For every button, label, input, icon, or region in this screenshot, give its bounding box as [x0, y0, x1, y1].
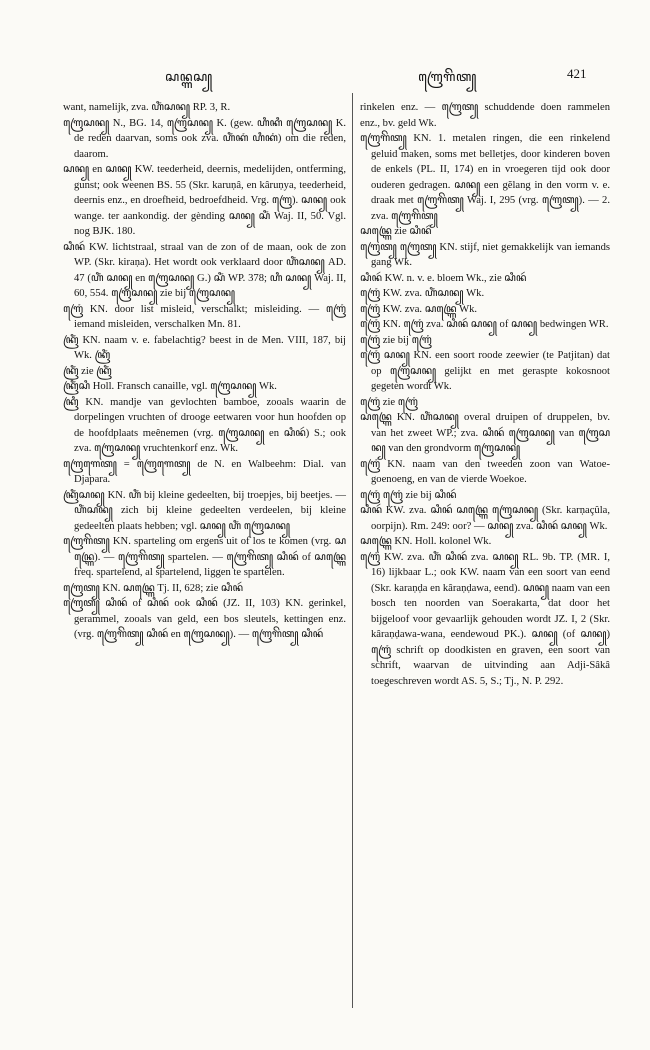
dictionary-entry: ꦱꦶꦤꦂ KW. n. v. e. bloem Wk., zie ꦱꦶꦤꦂ	[360, 272, 527, 284]
dictionary-entry: ꦒꦿꦺꦁ zie ꦒꦿꦺꦁ	[360, 396, 418, 408]
dictionary-entry: ꦏꦿꦶꦁꦱꦤ꧀ KN. ꦲꦶꦁ bij kleine gedeelten, bij troepjes, bij beetjes. — ꦲꦶꦁꦱꦤ꧀ zich bij kleine gedeelten verdeelen, bij kleine gedeelten plaats hebben; vgl. ꦱꦤ꧀ ꦲꦶꦁ ꦒꦿꦺꦱꦤ꧀	[63, 489, 346, 532]
entry-continuation: want, namelijk, zva. ꦲꦶꦁꦱꦤ꧀ RP. 3, R.	[63, 102, 231, 113]
left-column	[63, 100, 346, 643]
dictionary-entry: ꦒꦿꦺꦁ KW. zva. ꦱꦤ꧀ꦒꦿꦺ Wk.	[360, 303, 478, 315]
dictionary-entry: ꦱꦶꦤꦂ KW. zva. ꦱꦶꦤꦂ ꦱꦤ꧀ꦒꦿꦺ ꦒꦿꦺꦱꦤ꧀ (Skr. karṇaçûla, oorpijn). Rm. 249: oor? — ꦱꦤ꧀ zva. ꦱꦶꦤꦂ ꦱꦤ꧀ Wk.	[360, 505, 610, 532]
dictionary-entry: ꦒꦿꦺꦁ KW. zva. ꦲꦶꦁ ꦱꦶꦤꦂ zva. ꦱꦤ꧀ RL. 9b. TP. (MR. I, 16) lijkbaar L.; ook KW. naam van een soort van eend (Skr. karaṇḍa en kâraṇḍawa, eend). ꦱꦤ꧀ naam van een bosch ten noorden van Soerakarta, dat door het bijgeloof voor gevaarlijk gehouden wordt JZ. I, 2 (Skr. kâraṇḍawa-wana, eendewoud PK.). ꦱꦤ꧀ (of ꦱꦤ꧀) ꦒꦿꦺꦁ schrift op doodkisten en graven, een soort van schrift, waarvan de uitvinding aan Adji-Sâkâ toegeschreven wordt AS. 5, S.; Tj., N. P. 292.	[360, 551, 610, 687]
dictionary-entry: ꦒꦿꦺꦁ ꦒꦿꦺꦁ zie bij ꦱꦶꦤꦂ	[360, 489, 457, 501]
dictionary-entry: ꦒꦿꦺꦁ KN. door list misleid, verschalkt; misleiding. — ꦒꦿꦺꦁ iemand misleiden, verschalken Mn. 81.	[63, 303, 346, 330]
dictionary-entry: ꦒꦿꦺꦒꦼꦠ꧀ KN. sparteling om ergens uit of los te komen (vrg. ꦱꦤ꧀ꦒꦿꦺ). — ꦒꦿꦺꦒꦼꦠ꧀ spartelen. — ꦒꦿꦺꦒꦼꦠ꧀ ꦱꦶꦤꦂ of ꦱꦤ꧀ꦒꦿꦺ freq. spartelend, al spartelend, liggen te spartelen.	[63, 536, 346, 578]
dictionary-entry: ꦒꦿꦺꦁ zie bij ꦒꦿꦺꦁ	[360, 334, 432, 346]
dictionary-entry: ꦒꦿꦺꦱꦤ꧀ N., BG. 14, ꦒꦿꦺꦱꦤ꧀ K. (gew. ꦲꦶꦏꦶ ꦒꦿꦺꦱꦤ꧀ K. de reden daarvan, soms ook zva. ꦲꦶꦁꦏꦁ ꦲꦶꦏꦁ) om die reden, daarom.	[63, 117, 346, 160]
dictionary-entry: ꦒꦿꦺꦠ꧀ KN. ꦱꦤ꧀ꦒꦿꦺ Tj. II, 628; zie ꦱꦶꦤꦂ	[63, 582, 243, 594]
dictionary-entry: ꦱꦤ꧀ en ꦱꦤ꧀ KW. teederheid, deernis, medelijden, ontferming, gunst; ook weenen BS. 55 (Skr. karuṇâ, en kâruṇya, teederheid, deernis enz., en droefheid, bedroefdheid. Vrg. ꦒꦿꦺ). ꦱꦤ꧀ ook wange. ter aankondig. der gènding ꦱꦤ꧀ ꦱꦶꦁ Waj. II, 50. Vgl. nog BJK. 180.	[63, 164, 346, 237]
dictionary-entry: ꦒꦿꦺꦁ KN. naam van den tweeden zoon van Watoe-goenoeng, en van de vierde Woekoe.	[360, 458, 610, 485]
dictionary-entry: ꦱꦤ꧀ꦒꦿꦺ zie ꦱꦶꦤꦂ	[360, 226, 432, 237]
dictionary-entry: ꦒꦿꦺꦁ KN. ꦒꦿꦺꦁ zva. ꦱꦶꦤꦂ ꦱꦤ꧀ of ꦱꦤ꧀ bedwingen WR.	[360, 319, 609, 330]
dictionary-entry: ꦏꦿꦶꦁ KN. naam v. e. fabelachtig? beest in de Men. VIII, 187, bij Wk. ꦏꦿꦶꦁ	[63, 334, 346, 361]
dictionary-entry: ꦱꦶꦤꦂ KW. lichtstraal, straal van de zon of de maan, ook de zon WP. (Skr. kiraṇa). Het wordt ook verklaard door ꦲꦶꦁꦱꦤ꧀ AD. 47 (ꦲꦶꦁ ꦱꦤ꧀ en ꦒꦿꦺꦱꦤ꧀ G.) ꦱꦶꦁ WP. 378; ꦲꦶ ꦱꦤ꧀ Waj. II, 60, 554. ꦒꦿꦺꦱꦤ꧀ zie bij ꦒꦿꦺꦱꦤ꧀	[63, 241, 346, 299]
dictionary-entry: ꦒꦿꦺꦁ ꦱꦤ꧀ KN. een soort roode zeewier (te Patjitan) dat op ꦒꦿꦺꦱꦤ꧀ gelijkt en met geraspte kokosnoot gegeten wordt Wk.	[360, 350, 610, 392]
running-title-left: ꦱꦤ꧀ꦒꦱ꧀	[165, 70, 213, 85]
entry-continuation: rinkelen enz. — ꦒꦿꦺꦠ꧀ schuddende doen rammelen enz., bv. geld Wk.	[360, 102, 610, 129]
dictionary-entry: ꦒꦿꦺꦠ꧀ ꦒꦿꦺꦠ꧀ KN. stijf, niet gemakkelijk van iemands gang Wk.	[360, 241, 610, 268]
dictionary-entry: ꦏꦿꦶꦁ zie ꦏꦿꦶꦁ	[63, 365, 112, 377]
right-column	[360, 100, 610, 689]
column-divider	[352, 93, 353, 1008]
dictionary-entry: ꦒꦿꦺꦠ꧀ ꦱꦶꦤꦂ of ꦱꦶꦤꦂ ook ꦱꦶꦤꦂ (JZ. II, 103) KN. gerinkel, gerammel, zooals van geld, een bos sleutels, kettingen enz. (vrg. ꦒꦿꦺꦒꦼꦠ꧀ ꦱꦶꦤꦂ en ꦒꦿꦺꦱꦤ꧀). — ꦒꦿꦺꦒꦼꦠ꧀ ꦱꦶꦤꦂ	[63, 598, 346, 640]
dictionary-entry: ꦏꦿꦶ KN. mandje van gevlochten bamboe, zooals waarin de dorpelingen vruchten of drooge eetwaren voor hun hoofden op de hoofdplaats meênemen (vrg. ꦒꦿꦺꦱꦤ꧀ en ꦱꦶꦤꦂ) S.; ook zva. ꦒꦿꦺꦱꦤ꧀ vruchtenkorf enz. Wk.	[63, 396, 346, 454]
page-header	[0, 66, 650, 86]
dictionary-entry: ꦒꦿꦺꦒꦺꦠ꧀ = ꦒꦿꦺꦒꦺꦠ꧀ de N. en Walbeehm: Dial. van Djapara.	[63, 458, 346, 485]
dictionary-entry: ꦱꦤ꧀ꦒꦿꦺ KN. Holl. kolonel Wk.	[360, 536, 492, 547]
running-title-right: ꦒꦿꦺꦒꦼꦠ꧀	[418, 70, 477, 85]
dictionary-entry: ꦒꦿꦺꦁ KW. zva. ꦲꦶꦁꦱꦤ꧀ Wk.	[360, 288, 485, 299]
dictionary-entry: ꦒꦿꦺꦒꦼꦠ꧀ KN. 1. metalen ringen, die een rinkelend geluid maken, soms met belletjes, door kinderen boven de enkels (PL. II, 174) en in vroegeren tijd ook door ouderen gedragen. ꦱꦤ꧀ een gĕlang in den vorm v. e. draak met ꦒꦿꦺꦒꦼꦠ꧀ Waj. I, 295 (vrg. ꦒꦿꦺꦠ꧀). — 2. zva. ꦒꦿꦺꦒꦼꦠ꧀	[360, 133, 610, 222]
dictionary-entry: ꦏꦿꦶꦁꦱꦶ Holl. Fransch canaille, vgl. ꦒꦿꦺꦱꦤ꧀ Wk.	[63, 381, 277, 392]
page-number: 421	[567, 66, 587, 81]
dictionary-entry: ꦱꦤ꧀ꦒꦿꦺ KN. ꦲꦶꦁꦱꦤ꧀ overal druipen of druppelen, bv. van het zweet WP.; zva. ꦱꦶꦤꦂ ꦒꦿꦺꦱꦤ꧀ van ꦒꦿꦺꦱꦤ꧀ van den grondvorm ꦒꦿꦺꦱꦤ꧀	[360, 412, 610, 454]
